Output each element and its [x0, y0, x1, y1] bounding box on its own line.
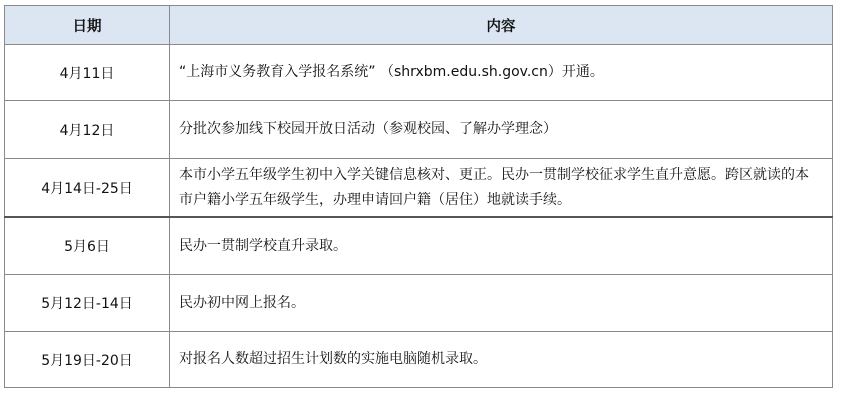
- table-body: [5, 45, 833, 388]
- table-row: [5, 101, 833, 159]
- date-cell: 4月14日-25日: [5, 159, 170, 218]
- table-row: [5, 275, 833, 332]
- content-cell: 分批次参加线下校园开放日活动（参观校园、了解办学理念）: [170, 101, 833, 159]
- table-header: [5, 6, 833, 45]
- date-cell: 5月12日-14日: [5, 275, 170, 332]
- header-row: [5, 6, 833, 45]
- table-row: [5, 159, 833, 218]
- content-cell: 民办一贯制学校直升录取。: [170, 217, 833, 275]
- table-row: [5, 332, 833, 388]
- date-cell: 5月19日-20日: [5, 332, 170, 388]
- table-row: [5, 217, 833, 275]
- content-cell: 对报名人数超过招生计划数的实施电脑随机录取。: [170, 332, 833, 388]
- content-cell: 民办初中网上报名。: [170, 275, 833, 332]
- content-cell: 本市小学五年级学生初中入学关键信息核对、更正。民办一贯制学校征求学生直升意愿。跨区就读的本市户籍小学五年级学生，办理申请回户籍（居住）地就读手续。: [170, 159, 833, 218]
- content-cell: “上海市义务教育入学报名系统” （shrxbm.edu.sh.gov.cn）开通。: [170, 45, 833, 101]
- date-column-header: 日期: [5, 6, 170, 45]
- schedule-table: [4, 5, 833, 388]
- date-cell: 5月6日: [5, 217, 170, 275]
- date-cell: 4月12日: [5, 101, 170, 159]
- date-cell: 4月11日: [5, 45, 170, 101]
- table-row: [5, 45, 833, 101]
- content-column-header: 内容: [170, 6, 833, 45]
